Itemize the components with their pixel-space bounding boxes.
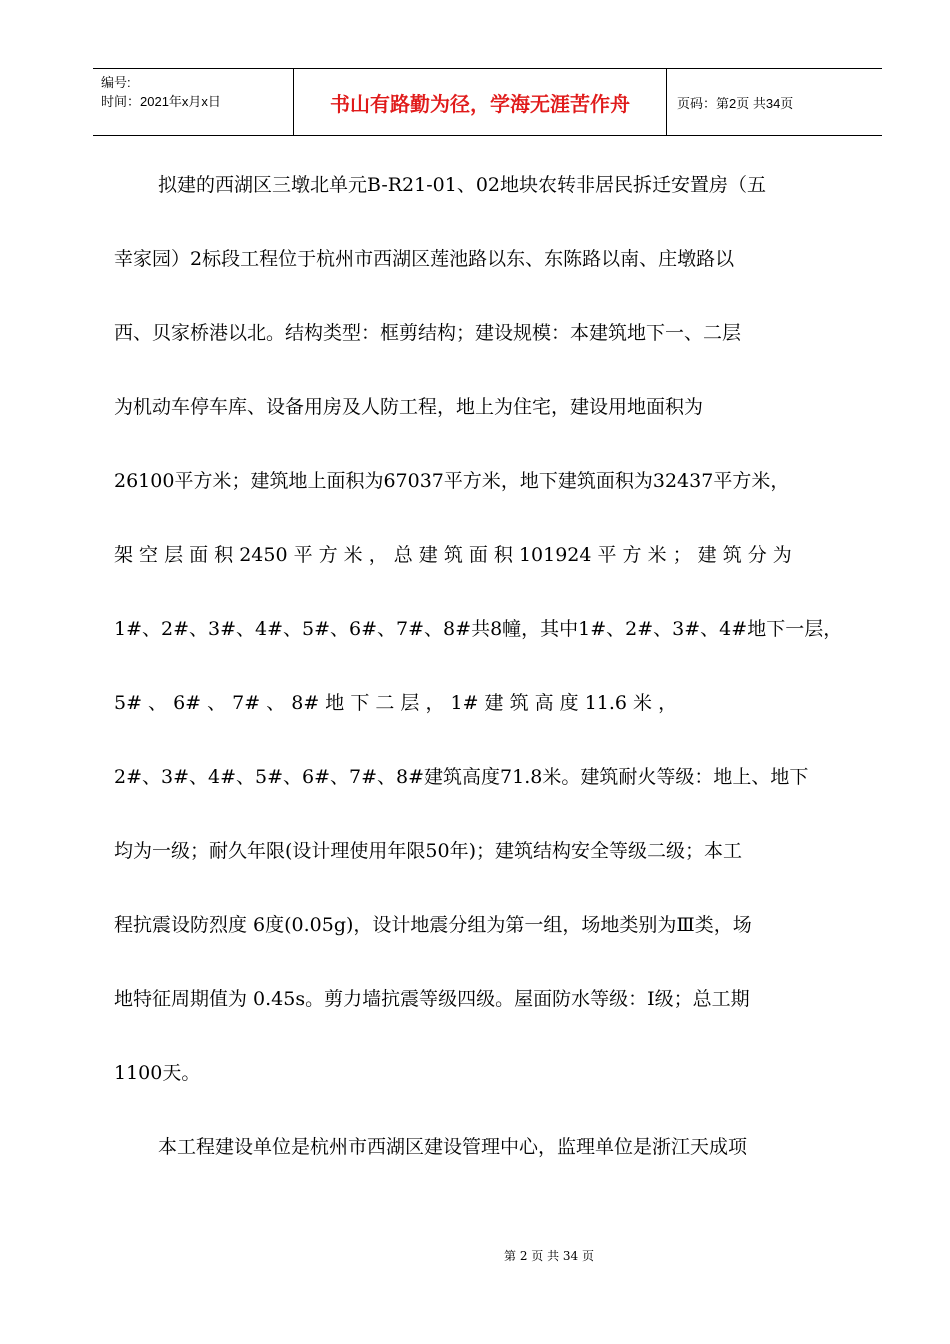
body-line: 26100平方米；建筑地上面积为67037平方米，地下建筑面积为32437平方米， [114,470,790,492]
body-line: 地特征周期值为 0.45s。剪力墙抗震等级四级。屋面防水等级：Ⅰ级；总工期 [114,988,750,1010]
body-line: 本工程建设单位是杭州市西湖区建设管理中心，监理单位是浙江天成项 [158,1136,748,1158]
header-motto: 书山有路勤为径，学海无涯苦作舟 [293,69,667,135]
document-number-label: 编号: [101,75,131,90]
body-line: 为机动车停车库、设备用房及人防工程，地上为住宅，建设用地面积为 [114,396,704,418]
body-line: 1#、2#、3#、4#、5#、6#、7#、8#共8幢，其中1#、2#、3#、4#地下一层， [114,618,843,640]
document-time-label: 时间：2021年x月x日 [101,94,221,109]
body-line: 架 空 层 面 积 2450 平 方 米 ， 总 建 筑 面 积 101924 平 方 米 ； 建 筑 分 为 [114,544,792,566]
body-line: 5# 、 6# 、 7# 、 8# 地 下 二 层 ， 1# 建 筑 高 度 11.6 米 ， [114,692,678,714]
page-footer: 第 2 页 共 34 页 [504,1249,594,1263]
body-line: 1100天。 [114,1062,201,1084]
document-body [114,160,859,1196]
body-line: 均为一级；耐久年限(设计理使用年限50年)；建筑结构安全等级二级；本工 [114,840,743,862]
body-line: 程抗震设防烈度 6度(0.05g)，设计地震分组为第一组，场地类别为Ⅲ类，场 [114,914,752,936]
body-line: 幸家园）2标段工程位于杭州市西湖区莲池路以东、东陈路以南、庄墩路以 [114,248,735,270]
page-header [93,68,882,136]
body-line: 2#、3#、4#、5#、6#、7#、8#建筑高度71.8米。建筑耐火等级：地上、地下 [114,766,809,788]
header-meta [101,73,291,111]
body-line: 拟建的西湖区三墩北单元B-R21-01、02地块农转非居民拆迁安置房（五 [158,174,766,196]
header-page-number: 页码：第2页 共34页 [677,96,794,111]
body-line: 西、贝家桥港以北。结构类型：框剪结构；建设规模：本建筑地下一、二层 [114,322,742,344]
